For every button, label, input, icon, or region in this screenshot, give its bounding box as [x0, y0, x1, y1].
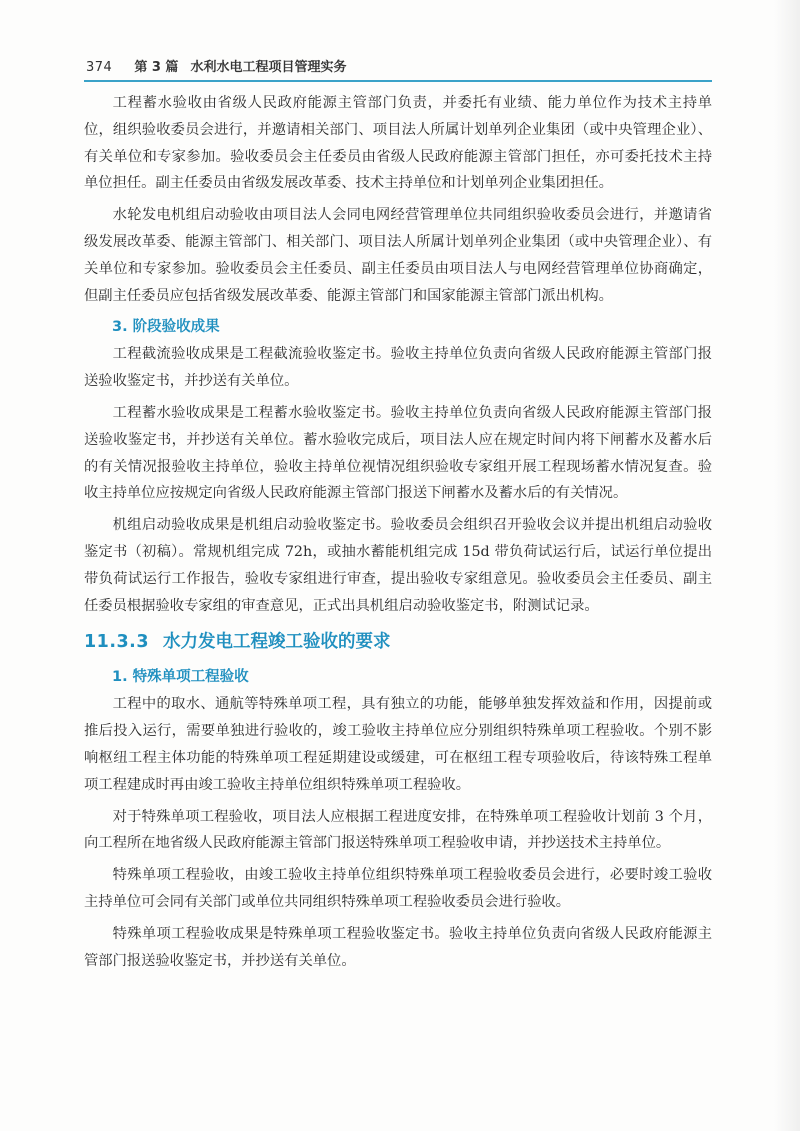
running-header — [86, 56, 766, 78]
section-title: 水力发电工程竣工验收的要求 — [163, 632, 391, 653]
header-rule — [84, 80, 712, 82]
page-number: 374 — [86, 60, 113, 75]
paragraph-impoundment-acceptance: 工程蓄水验收由省级人民政府能源主管部门负责，并委托有业绩、能力单位作为技术主持单位，组织验收委员会进行，并邀请相关部门、项目法人所属计划单列企业集团（或中央管理企业）、有关单位和专家参加。验收委员会主任委员由省级人民政府能源主管部门担任，亦可委托技术主持单位担任。副主任委员由省级发展改革委、技术主持单位和计划单列企业集团担任。 — [84, 95, 712, 192]
paragraph-special-project-application: 对于特殊单项工程验收，项目法人应根据工程进度安排，在特殊单项工程验收计划前 3 个月，向工程所在地省级人民政府能源主管部门报送特殊单项工程验收申请，并抄送技术主持单位。 — [84, 808, 712, 852]
paragraph-unit-startup-acceptance: 水轮发电机组启动验收由项目法人会同电网经营管理单位共同组织验收委员会进行，并邀请省级发展改革委、能源主管部门、相关部门、项目法人所属计划单列企业集团（或中央管理企业）、有关单位和专家参加。验收委员会主任委员、副主任委员由项目法人与电网经营管理单位协商确定，但副主任委员应包括省级发展改革委、能源主管部门和国家能源主管部门派出机构。 — [84, 207, 712, 304]
section-heading — [84, 624, 712, 660]
paragraph-closure-acceptance-result: 工程截流验收成果是工程截流验收鉴定书。验收主持单位负责向省级人民政府能源主管部门报送验收鉴定书，并抄送有关单位。 — [84, 346, 712, 390]
paragraph-special-project-scope: 工程中的取水、通航等特殊单项工程，具有独立的功能，能够单独发挥效益和作用，因提前或推后投入运行，需要单独进行验收的，竣工验收主持单位应分别组织特殊单项工程验收。个别不影响枢纽工程主体功能的特殊单项工程延期建设或缓建，可在枢纽工程专项验收后，待该特殊工程单项工程建成时再由竣工验收主持单位组织特殊单项工程验收。 — [84, 696, 712, 793]
paragraph-special-project-committee: 特殊单项工程验收，由竣工验收主持单位组织特殊单项工程验收委员会进行，必要时竣工验收主持单位可会同有关部门或单位共同组织特殊单项工程验收委员会进行验收。 — [84, 867, 712, 910]
scan-edge-shadow — [774, 0, 800, 1131]
paragraph-impoundment-acceptance-result: 工程蓄水验收成果是工程蓄水验收鉴定书。验收主持单位负责向省级人民政府能源主管部门报送验收鉴定书，并抄送有关单位。蓄水验收完成后，项目法人应在规定时间内将下闸蓄水及蓄水后的有关情况报验收主持单位，验收主持单位视情况组织验收专家组开展工程现场蓄水情况复查。验收主持单位应按规定向省级人民政府能源主管部门报送下闸蓄水及蓄水后的有关情况。 — [84, 404, 712, 502]
subheading-stage-acceptance-results: 3. 阶段验收成果 — [112, 319, 220, 336]
subheading-special-project-acceptance: 1. 特殊单项工程验收 — [112, 669, 249, 686]
paragraph-special-project-result: 特殊单项工程验收成果是特殊单项工程验收鉴定书。验收主持单位负责向省级人民政府能源主管部门报送验收鉴定书，并抄送有关单位。 — [84, 925, 712, 969]
part-title: 水利水电工程项目管理实务 — [190, 60, 347, 75]
paragraph-unit-startup-result: 机组启动验收成果是机组启动验收鉴定书。验收委员会组织召开验收会议并提出机组启动验收鉴定书（初稿）。常规机组完成 72h，或抽水蓄能机组完成 15d 带负荷试运行后，试运行单位提出带负荷试运行工作报告，验收专家组进行审查，提出验收专家组意见。验收委员会主任委员、副主任委员根据验收专家组的审查意见，正式出具机组启动验收鉴定书，附测试记录。 — [84, 517, 712, 614]
section-number: 11.3.3 — [84, 632, 150, 653]
page-body — [84, 90, 712, 979]
part-label: 第 3 篇 — [134, 60, 179, 75]
